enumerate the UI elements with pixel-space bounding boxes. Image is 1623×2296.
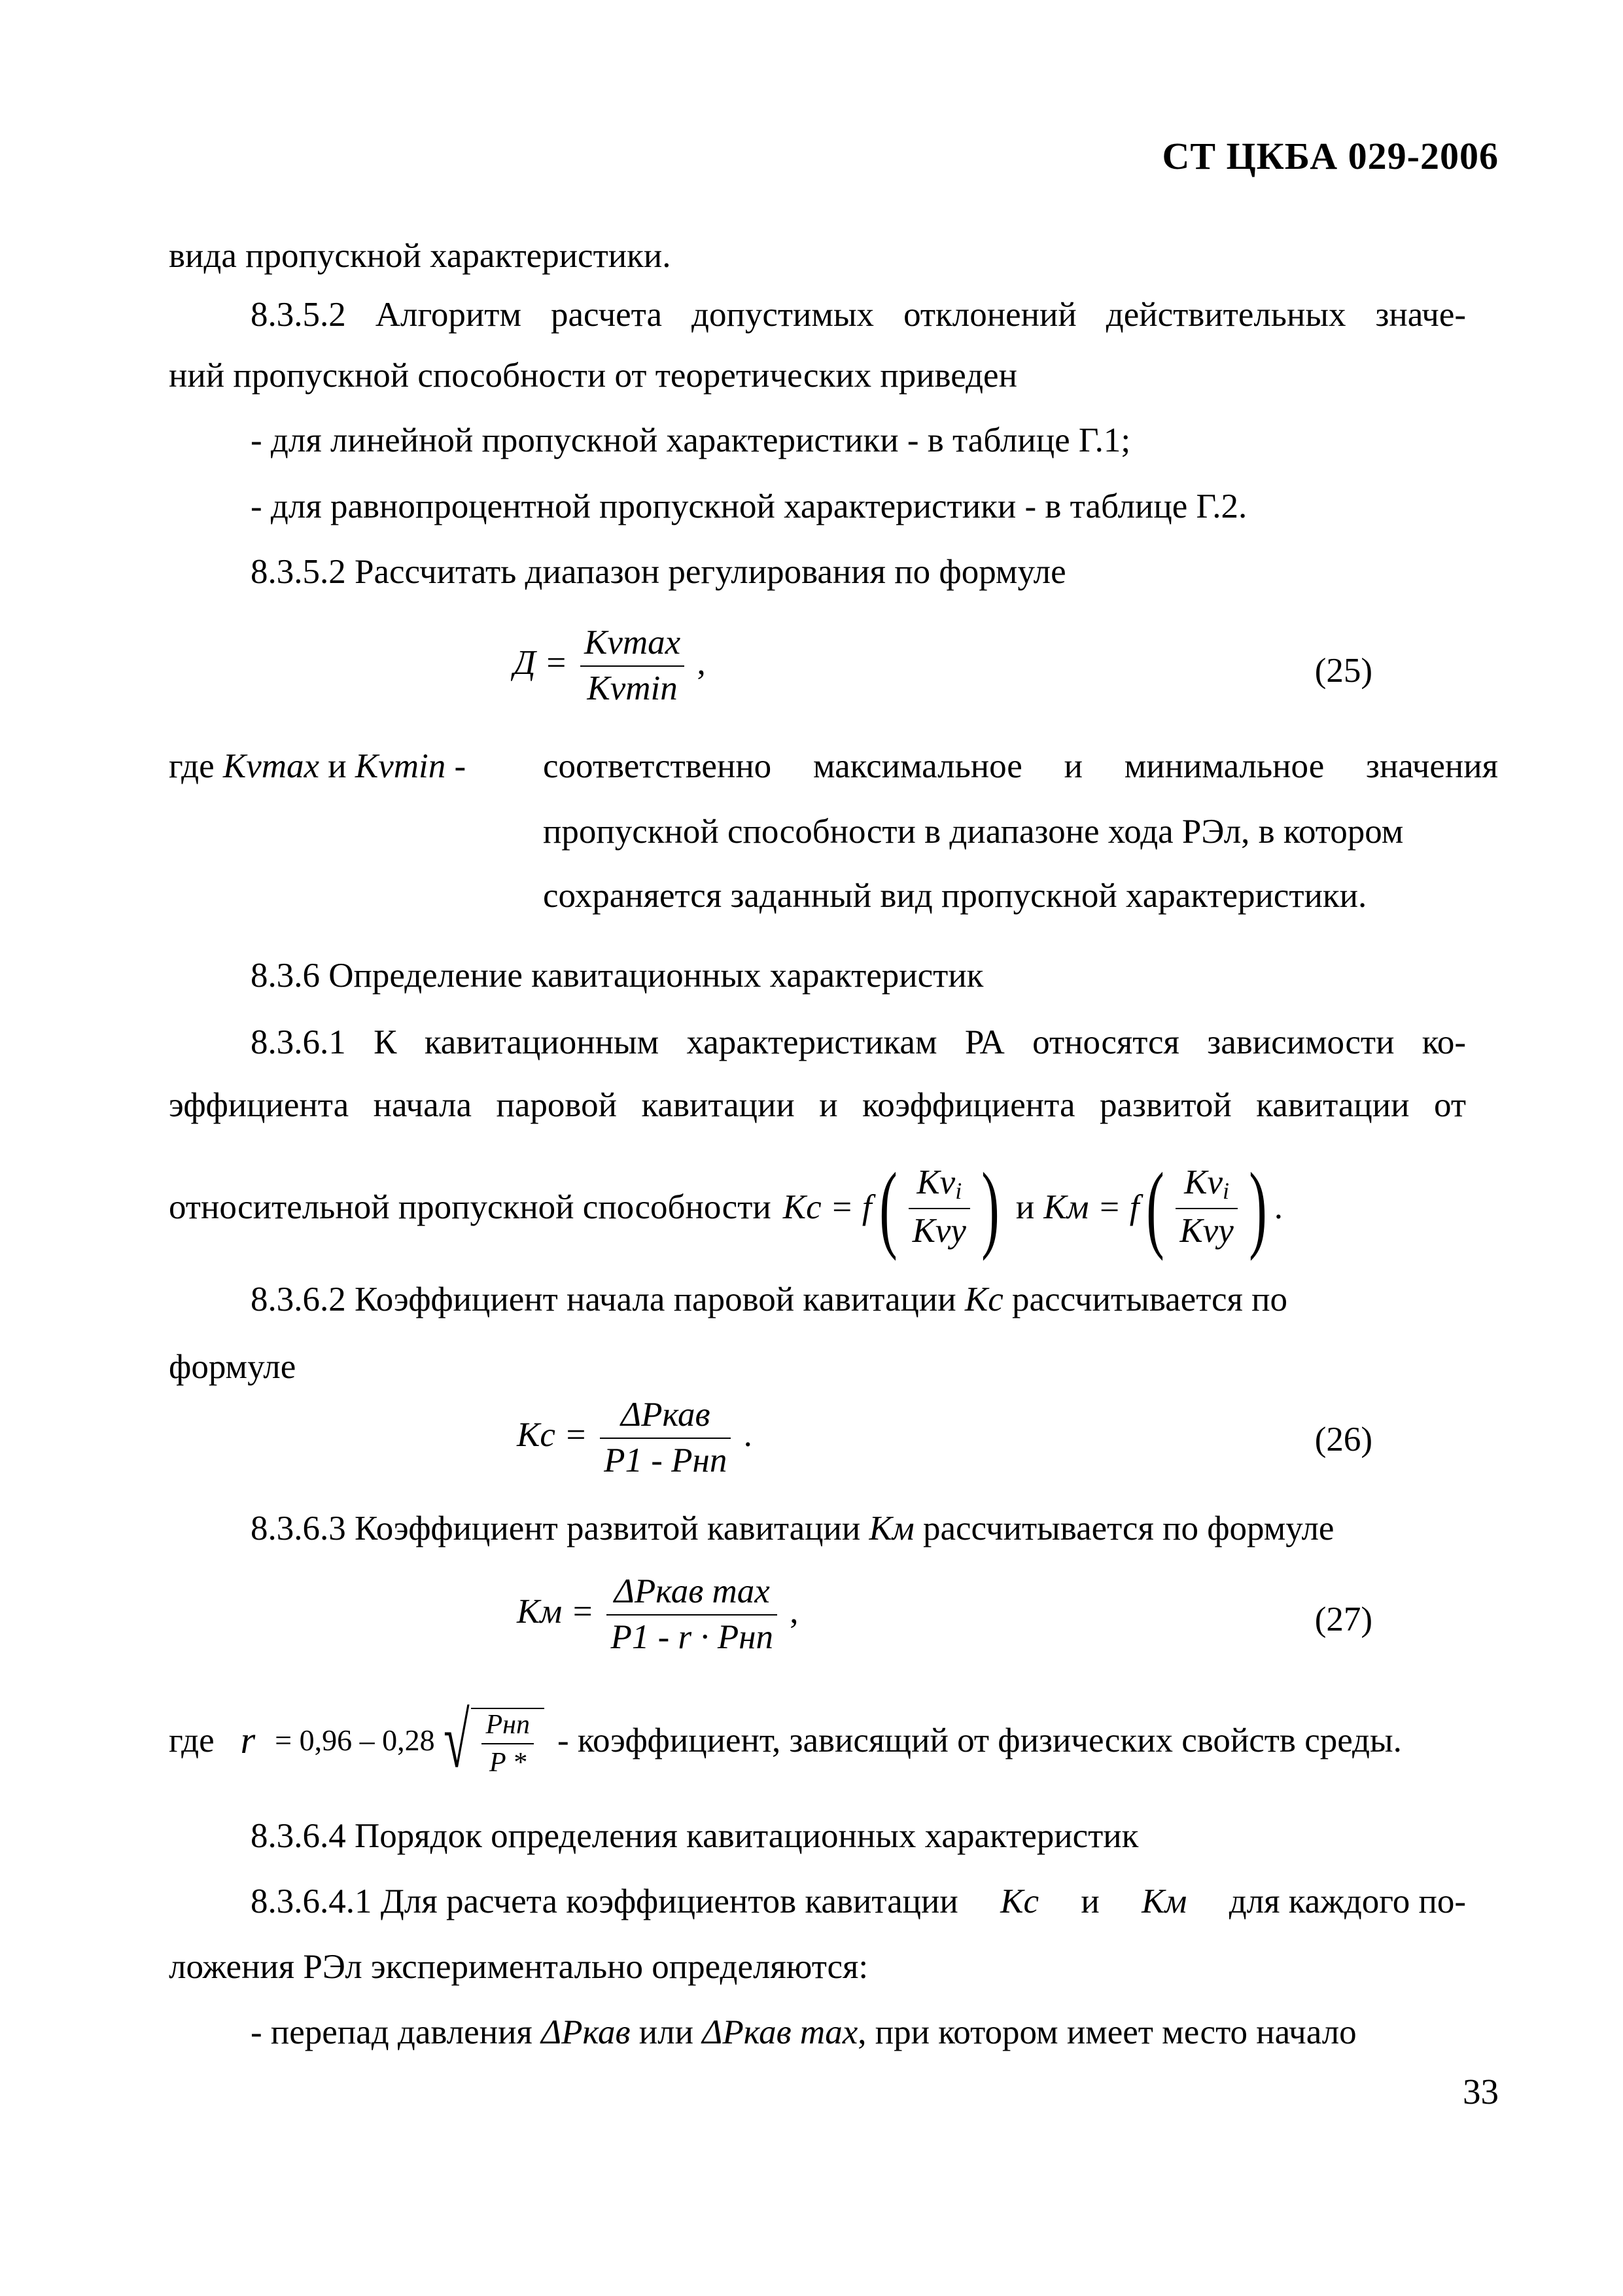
numerator: $Kv_i$ — [1184, 1163, 1230, 1205]
equation-number: (25) — [1314, 652, 1372, 690]
text-line: - для равнопроцентной пропускной характеристики - в таблице Г.2. — [251, 487, 1248, 525]
right-paren: ) — [981, 1153, 1000, 1262]
var-r: r — [240, 1719, 256, 1761]
fraction-bar — [600, 1438, 731, 1439]
text-line: 8.3.6.1 К кавитационным характеристикам РА относятся зависимости ко- — [251, 1023, 1466, 1061]
text-line — [251, 1282, 1287, 1317]
text-line: вида пропускной характеристики. — [169, 237, 671, 275]
denominator: P * — [489, 1748, 527, 1778]
text-line — [251, 1511, 1334, 1546]
text-line: пропускной способности в диапазоне хода РЭл, в котором — [543, 813, 1404, 851]
var-dpkav: ΔPкав — [541, 2013, 631, 2051]
formula-lhs: Д = — [514, 643, 568, 682]
text-line: эффициента начала паровой кавитации и коэффициента развитой кавитации от — [169, 1086, 1466, 1124]
formula-lhs: Kc = — [517, 1415, 587, 1454]
r-definition-line — [169, 1695, 1402, 1786]
equation-number: (27) — [1314, 1600, 1372, 1638]
inline-formula-line — [169, 1153, 1283, 1262]
section-heading: 8.3.6.4 Порядок определения кавитационных характеристик — [251, 1817, 1139, 1855]
square-root — [435, 1697, 544, 1784]
sqrt-icon: √ — [443, 1697, 470, 1784]
text-fragment: рассчитывается по — [1012, 1280, 1288, 1318]
formula-lhs: Kм = — [517, 1592, 595, 1631]
text-fragment: , при котором имеет место начало — [858, 2013, 1357, 2051]
page-number: 33 — [1463, 2072, 1499, 2111]
where-word: где — [169, 747, 215, 785]
var-km: Kм — [1142, 1882, 1187, 1920]
text-fragment: относительной пропускной способности — [169, 1188, 771, 1226]
sqrt-body — [471, 1708, 544, 1780]
left-paren: ( — [1146, 1153, 1165, 1262]
fraction — [606, 1574, 777, 1655]
denominator: P1 - r · Pнп — [610, 1617, 774, 1656]
kc-function: Kc = f — [782, 1188, 872, 1226]
document-code-header: СТ ЦКБА 029-2006 — [1162, 135, 1499, 177]
denominator: Kvmin — [587, 669, 678, 707]
var-km: Kм — [869, 1510, 915, 1547]
formula-25 — [514, 625, 706, 707]
and-word: и — [328, 747, 347, 785]
km-function: Kм = f — [1043, 1188, 1140, 1226]
text-line: соответственно максимальное и минимальное значения — [543, 747, 1498, 785]
numerator: Pнп — [485, 1710, 530, 1740]
where-word: где — [169, 1721, 215, 1759]
text-fragment: или — [638, 2013, 693, 2051]
and-word: и — [1015, 1188, 1035, 1226]
text-fragment: для каждого по- — [1229, 1882, 1466, 1920]
numerator: ΔPкав max — [614, 1572, 770, 1610]
left-paren: ( — [879, 1153, 898, 1262]
var-kc: Kc — [1000, 1882, 1039, 1920]
fraction-bar — [606, 1614, 777, 1616]
text-line: 8.3.5.2 Алгоритм расчета допустимых отклонений действительных значе- — [251, 296, 1466, 334]
right-paren: ) — [1249, 1153, 1267, 1262]
numerator: ΔPкав — [621, 1396, 710, 1434]
text-line: сохраняется заданный вид пропускной характеристики. — [543, 877, 1367, 915]
numerator: $Kv_i$ — [916, 1163, 962, 1205]
formula-26 — [517, 1397, 752, 1479]
section-heading: 8.3.6 Определение кавитационных характеристик — [251, 957, 984, 995]
text-line — [251, 1884, 1466, 1919]
fraction — [580, 625, 684, 707]
numerator: Kvmax — [584, 624, 681, 662]
text-fragment: 8.3.6.2 Коэффициент начала паровой кавитации — [251, 1280, 956, 1318]
text-fragment: 8.3.6.4.1 Для расчета коэффициентов кавитации — [251, 1882, 958, 1920]
text-line: - для линейной пропускной характеристики - в таблице Г.1; — [251, 421, 1131, 459]
formula-tail: , — [697, 643, 706, 682]
fraction — [481, 1710, 534, 1777]
fraction-bar — [481, 1743, 534, 1744]
denominator: Kvy — [1179, 1212, 1234, 1250]
equation-number: (26) — [1314, 1421, 1372, 1458]
definition-line — [169, 749, 466, 784]
text-fragment: 8.3.6.3 Коэффициент развитой кавитации — [251, 1510, 861, 1547]
text-fragment: и — [1081, 1882, 1100, 1920]
text-fragment: рассчитывается по формуле — [922, 1510, 1335, 1547]
fraction — [600, 1397, 731, 1479]
var-kc: Kc — [964, 1280, 1003, 1318]
text-line: ложения РЭл экспериментально определяются: — [169, 1948, 869, 1986]
var-kvmax: Kvmax — [222, 747, 320, 785]
denominator: P1 - Pнп — [604, 1441, 727, 1479]
fraction — [909, 1165, 970, 1249]
text-fragment: - коэффициент, зависящий от физических свойств среды. — [557, 1721, 1402, 1759]
text-line: ний пропускной способности от теоретических приведен — [169, 357, 1017, 395]
period: . — [1274, 1188, 1283, 1226]
fraction — [1176, 1165, 1237, 1249]
text-line: 8.3.5.2 Рассчитать диапазон регулирования по формуле — [251, 553, 1066, 591]
formula-tail: , — [790, 1592, 799, 1631]
dash: - — [454, 747, 466, 785]
formula-tail: . — [743, 1415, 752, 1454]
denominator: Kvy — [912, 1212, 966, 1250]
formula-27 — [517, 1574, 799, 1655]
text-line — [251, 2015, 1357, 2050]
text-line: формуле — [169, 1348, 296, 1386]
var-kvmin: Kvmin — [355, 747, 446, 785]
r-expression: = 0,96 – 0,28 — [275, 1723, 435, 1757]
fraction-bar — [909, 1208, 970, 1209]
text-fragment: - перепад давления — [251, 2013, 532, 2051]
var-dpkav-max: ΔPкав max — [702, 2013, 858, 2051]
fraction-bar — [1176, 1208, 1237, 1209]
fraction-bar — [580, 665, 684, 667]
